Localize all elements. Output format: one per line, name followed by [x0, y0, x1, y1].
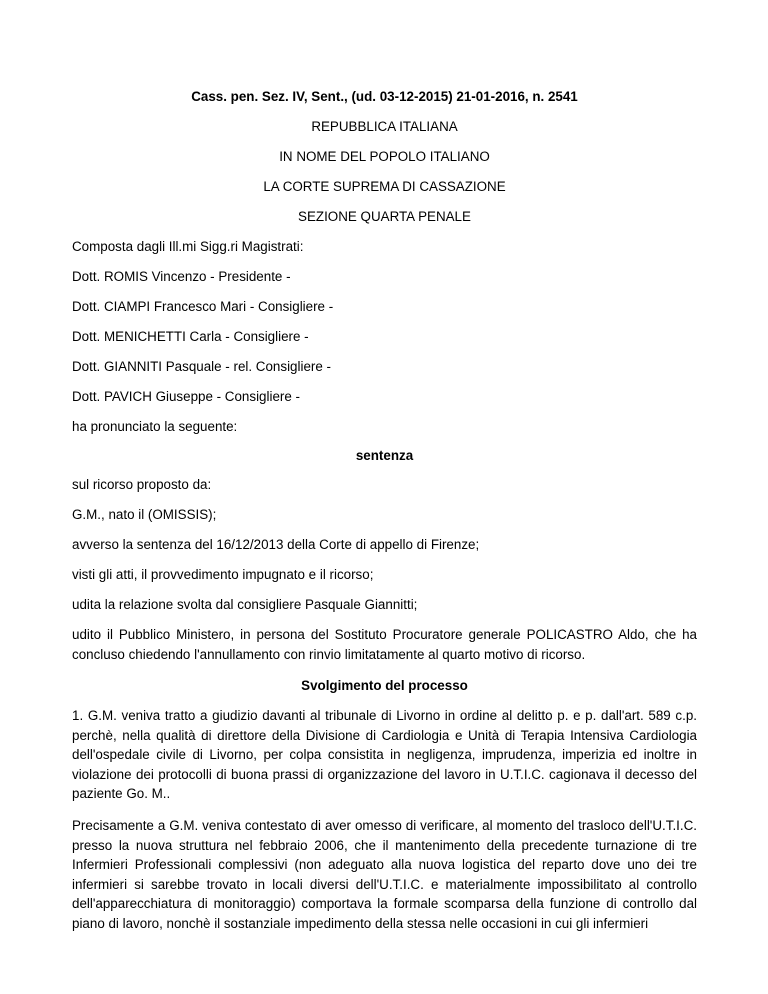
procedure-heading: Svolgimento del processo	[301, 678, 468, 693]
body-line: avverso la sentenza del 16/12/2013 della Corte di appello di Firenze;	[72, 537, 480, 552]
section-heading: SEZIONE QUARTA PENALE	[298, 209, 471, 224]
body-line: udita la relazione svolta dal consigliere Pasquale Giannitti;	[72, 597, 418, 612]
sentence-heading: sentenza	[355, 448, 414, 463]
pronounced-line: ha pronunciato la seguente:	[72, 419, 238, 434]
body-line: G.M., nato il (OMISSIS);	[72, 507, 217, 522]
people-heading: IN NOME DEL POPOLO ITALIANO	[279, 149, 490, 164]
court-heading: LA CORTE SUPREMA DI CASSAZIONE	[263, 179, 506, 194]
judge-1: Dott. ROMIS Vincenzo - Presidente -	[72, 269, 291, 284]
composition-intro: Composta dagli Ill.mi Sigg.ri Magistrati:	[72, 239, 304, 254]
paragraph-2: Precisamente a G.M. veniva contestato di aver omesso di verificare, al momento del trasloco dell'U.T.I.C. presso la nuova struttura nel febbraio 2006, che il mantenimento della precedente turnazione di tre Infermieri Professionali complessivi (non adeguato alla nuova logistica del reparto dove uno dei tre infermieri si sarebbe trovato in locali diversi dell'U.T.I.C. e materialmente impossibilitato al controllo dell'apparecchiatura di monitoraggio) comportava la formale scomparsa della funzione di controllo dal piano di lavoro, nonchè il sostanziale impedimento della stessa nelle occasioni in cui gli infermieri	[72, 818, 697, 931]
judge-3: Dott. MENICHETTI Carla - Consigliere -	[72, 329, 309, 344]
republic-heading: REPUBBLICA ITALIANA	[311, 119, 458, 134]
body-line: visti gli atti, il provvedimento impugnato e il ricorso;	[72, 567, 374, 582]
paragraph-1: 1. G.M. veniva tratto a giudizio davanti al tribunale di Livorno in ordine al delitto p. e p. dall'art. 589 c.p. perchè, nella qualità di direttore della Divisione di Cardiologia e Unità di Terapia Intensiva Cardiologia dell'ospedale civile di Livorno, per colpa consistita in negligenza, imprudenza, imperizia ed inoltre in violazione dei protocolli di buona prassi di organizzazione del lavoro in U.T.I.C. cagionava il decesso del paziente Go. M..	[72, 708, 697, 801]
judge-2: Dott. CIAMPI Francesco Mari - Consigliere -	[72, 299, 334, 314]
body-line: sul ricorso proposto da:	[72, 477, 212, 492]
citation-heading: Cass. pen. Sez. IV, Sent., (ud. 03-12-2015) 21-01-2016, n. 2541	[191, 89, 578, 104]
judge-4: Dott. GIANNITI Pasquale - rel. Consigliere -	[72, 359, 331, 374]
pm-paragraph: udito il Pubblico Ministero, in persona del Sostituto Procuratore generale POLICASTRO Aldo, che ha concluso chiedendo l'annullamento con rinvio limitatamente al quarto motivo di ricorso.	[72, 627, 697, 662]
judge-5: Dott. PAVICH Giuseppe - Consigliere -	[72, 389, 300, 404]
